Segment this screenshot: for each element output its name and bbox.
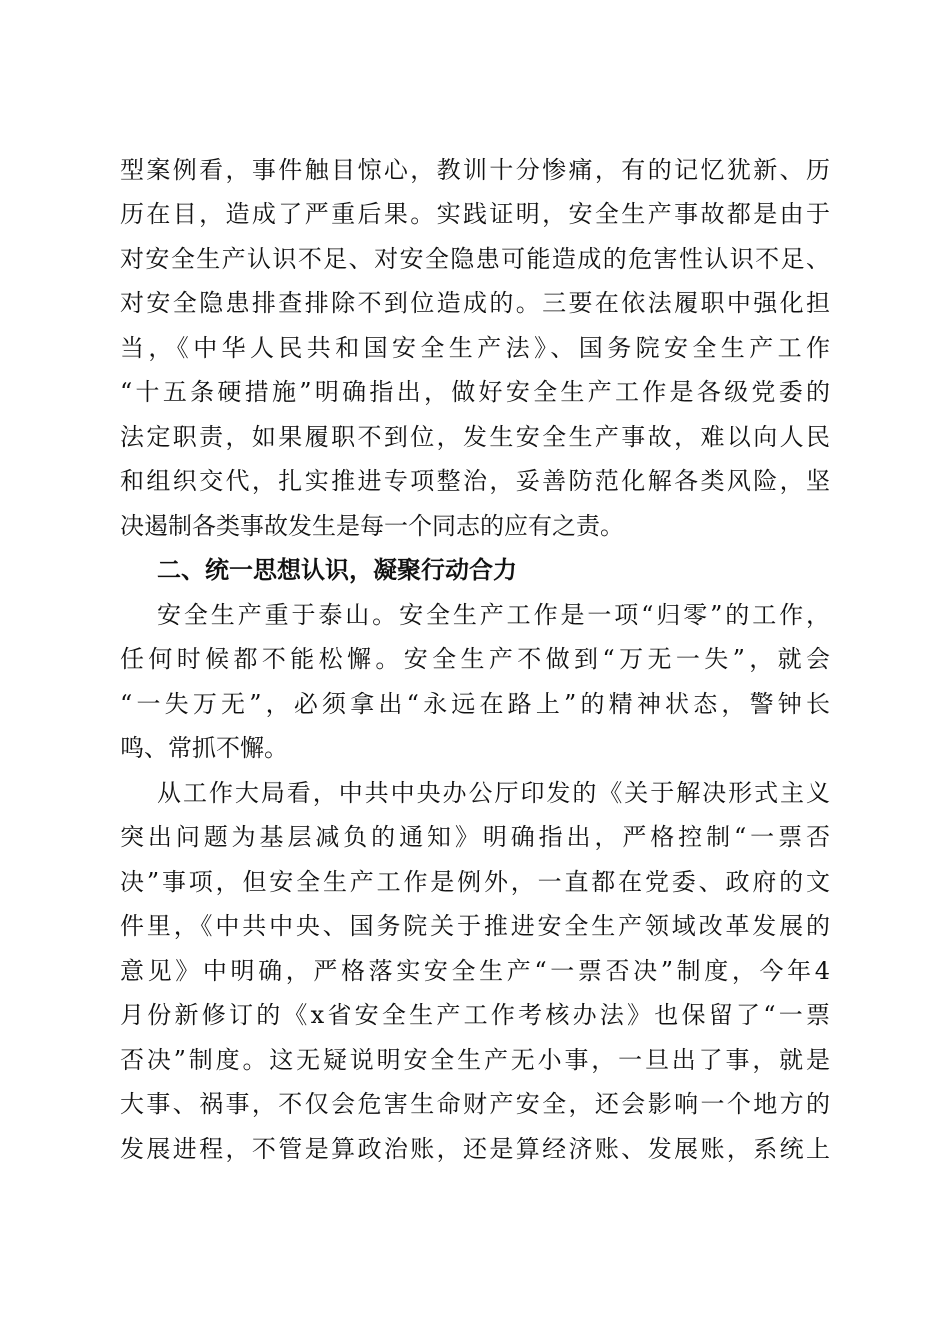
paragraph-line: 否决”制度。这无疑说明安全生产无小事，一旦出了事，就是 (120, 1046, 830, 1074)
paragraph-line: 历在目，造成了严重后果。实践证明，安全生产事故都是由于 (120, 200, 830, 228)
paragraph-line: “十五条硬措施”明确指出，做好安全生产工作是各级党委的 (120, 378, 830, 406)
paragraph-line: 件里，《中共中央、国务院关于推进安全生产领域改革发展的 (120, 912, 830, 940)
paragraph-line: 当，《中华人民共和国安全生产法》、国务院安全生产工作 (120, 334, 830, 362)
paragraph-line: 对安全生产认识不足、对安全隐患可能造成的危害性认识不足、 (120, 245, 830, 273)
paragraph-line: 突出问题为基层减负的通知》明确指出，严格控制“一票否 (120, 823, 830, 851)
paragraph-line: 月份新修订的《x省安全生产工作考核办法》也保留了“一票 (120, 1001, 830, 1029)
paragraph-line: 大事、祸事，不仅会危害生命财产安全，还会影响一个地方的 (120, 1090, 830, 1118)
paragraph-line: “一失万无”，必须拿出“永远在路上”的精神状态，警钟长 (120, 690, 830, 718)
paragraph-line: 决”事项，但安全生产工作是例外，一直都在党委、政府的文 (120, 868, 830, 896)
paragraph-line: 安全生产重于泰山。安全生产工作是一项“归零”的工作， (157, 601, 830, 629)
paragraph-line: 发展进程，不管是算政治账，还是算经济账、发展账，系统上 (120, 1135, 830, 1163)
paragraph-line: 意见》中明确，严格落实安全生产“一票否决”制度，今年4 (120, 957, 830, 985)
paragraph-line: 从工作大局看，中共中央办公厅印发的《关于解决形式主义 (157, 779, 830, 807)
paragraph-line: 鸣、常抓不懈。 (120, 734, 288, 762)
section-heading: 二、统一思想认识，凝聚行动合力 (157, 556, 517, 584)
paragraph-line: 和组织交代，扎实推进专项整治，妥善防范化解各类风险，坚 (120, 467, 830, 495)
paragraph-line: 决遏制各类事故发生是每一个同志的应有之责。 (120, 512, 624, 540)
paragraph-line: 型案例看，事件触目惊心，教训十分惨痛，有的记忆犹新、历 (120, 156, 830, 184)
paragraph-line: 法定职责，如果履职不到位，发生安全生产事故，难以向人民 (120, 423, 830, 451)
paragraph-line: 对安全隐患排查排除不到位造成的。三要在依法履职中强化担 (120, 289, 830, 317)
paragraph-line: 任何时候都不能松懈。安全生产不做到“万无一失”，就会 (120, 645, 830, 673)
